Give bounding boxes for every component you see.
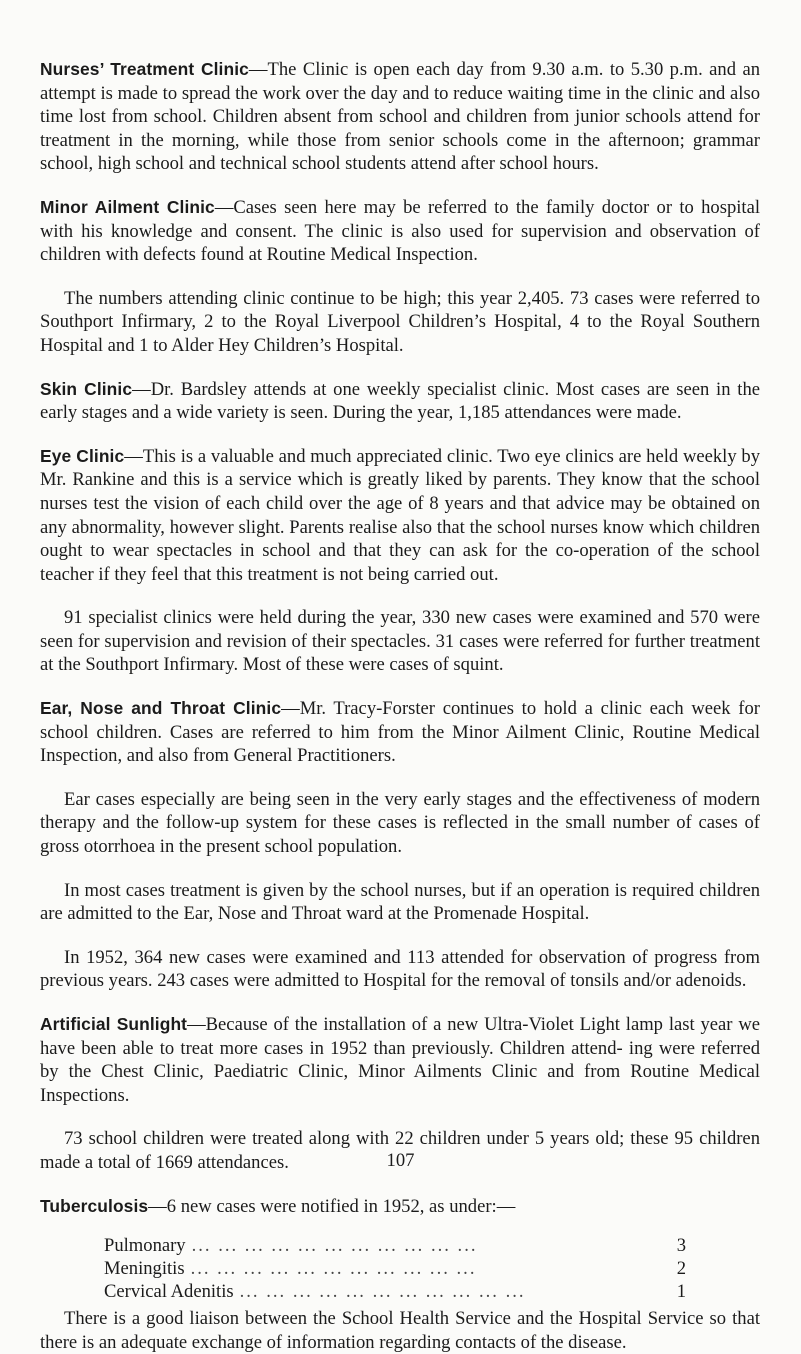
eye-clinic-paragraph-2: 91 specialist clinics were held during the year, 330 new cases were examined and 570 were seen for supervision and revision of their spectacles. 31 cases were referred for further treatment at the Southport Infirmary. Most of these were cases of squint. — [40, 607, 760, 676]
minor-ailment-text: —Cases seen here may be referred to the family doctor or to hospital with his knowledge and consent. The clinic is also used for supervision and observation of children with defects found at Routine Medical Inspection. — [40, 196, 760, 266]
sunlight-heading: Artificial Sunlight — [40, 1014, 188, 1034]
case-count: 3 — [676, 1235, 686, 1257]
leader-dots: ... ... ... ... ... ... ... ... ... ... ... — [239, 1281, 526, 1303]
ent-clinic-text: —Mr. Tracy-Forster continues to hold a clinic each week for school children. Cases are referred to him from the Minor Ailment Clinic, Routine Medical Inspection, and also from General Practitioners. — [40, 698, 760, 767]
sunlight-paragraph-2: 73 school children were treated along with 22 children under 5 years old; these 95 children made a total of 1669 attendances. — [40, 1128, 760, 1173]
minor-ailment-heading: Minor Ailment Clinic — [40, 196, 215, 217]
nurses-clinic-heading: Nurses’ Treatment Clinic — [40, 59, 249, 79]
case-type-label: Meningitis — [104, 1258, 185, 1280]
leader-dots: ... ... ... ... ... ... ... ... ... ... ... — [190, 1258, 477, 1280]
ent-clinic-paragraph — [40, 697, 760, 768]
sunlight-text: —Because of the installation of a new Ultra-Violet Light lamp last year we have been able to treat more cases in 1952 than previously. Children attend- ing were referred by the Chest Clinic, Paediatric Clinic, Minor Ailments Clinic and from Routine Medical Inspections. — [40, 1014, 760, 1106]
skin-clinic-heading: Skin Clinic — [40, 378, 133, 399]
leader-dots: ... ... ... ... ... ... ... ... ... ... ... — [191, 1235, 478, 1257]
minor-ailment-paragraph — [40, 196, 760, 267]
case-type-label: Pulmonary — [104, 1235, 186, 1257]
tuberculosis-case-list — [104, 1234, 686, 1303]
tuberculosis-paragraph-2: There is a good liaison between the School Health Service and the Hospital Service so that there is an adequate exchange of information regarding contacts of the disease. — [40, 1308, 760, 1353]
nurses-clinic-paragraph — [40, 58, 760, 176]
tuberculosis-paragraph — [40, 1195, 760, 1219]
ent-clinic-paragraph-2: Ear cases especially are being seen in the very early stages and the effectiveness of modern therapy and the follow-up system for these cases is reflected in the small number of cases of gross otorrhoea in the present school population. — [40, 788, 760, 858]
tuberculosis-case-row — [104, 1280, 686, 1303]
eye-clinic-paragraph — [40, 445, 760, 587]
case-count: 2 — [676, 1258, 686, 1280]
skin-clinic-paragraph — [40, 378, 760, 425]
sunlight-paragraph — [40, 1013, 760, 1107]
ent-clinic-heading: Ear, Nose and Throat Clinic — [40, 698, 282, 719]
nurses-clinic-text: —The Clinic is open each day from 9.30 a.m. to 5.30 p.m. and an attempt is made to spread the work over the day and to reduce waiting time in the clinic and also time lost from school. Children absent from school and children from junior schools attend for treatment in the morning, while those from senior schools come in the afternoon; grammar school, high school and technical school students attend after school hours. — [40, 59, 760, 175]
case-count: 1 — [676, 1281, 686, 1303]
tuberculosis-text: —6 new cases were notified in 1952, as under:— — [148, 1195, 516, 1217]
tuberculosis-case-row — [104, 1234, 686, 1257]
tuberculosis-case-row — [104, 1257, 686, 1280]
ent-clinic-paragraph-4: In 1952, 364 new cases were examined and 113 attended for observation of progress from previous years. 243 cases were admitted to Hospital for the removal of tonsils and/or adenoids. — [40, 946, 760, 992]
minor-ailment-paragraph-2: The numbers attending clinic continue to be high; this year 2,405. 73 cases were referred to Southport Infirmary, 2 to the Royal Liverpool Children’s Hospital, 4 to the Royal Southern Hospital and 1 to Alder Hey Children’s Hospital. — [40, 287, 760, 356]
tuberculosis-heading: Tuberculosis — [40, 1195, 149, 1216]
skin-clinic-text: —Dr. Bardsley attends at one weekly specialist clinic. Most cases are seen in the early stages and a wide variety is seen. During the year, 1,185 attendances were made. — [40, 378, 760, 424]
eye-clinic-heading: Eye Clinic — [40, 445, 125, 466]
ent-clinic-paragraph-3: In most cases treatment is given by the school nurses, but if an operation is required children are admitted to the Ear, Nose and Throat ward at the Promenade Hospital. — [40, 879, 760, 925]
case-type-label: Cervical Adenitis — [104, 1281, 234, 1303]
eye-clinic-text: —This is a valuable and much appreciated clinic. Two eye clinics are held weekly by Mr. Rankine and this is a service which is greatly liked by parents. They know that the school nurses test the vision of each child over the age of 8 years and that advice may be obtained on any abnormality, however slight. Parents realise also that the school nurses know which children ought to wear spectacles in school and that they can ask for the co-operation of the school teacher if they feel that this treatment is not being carried out. — [40, 445, 761, 585]
page-number: 107 — [386, 1150, 415, 1171]
